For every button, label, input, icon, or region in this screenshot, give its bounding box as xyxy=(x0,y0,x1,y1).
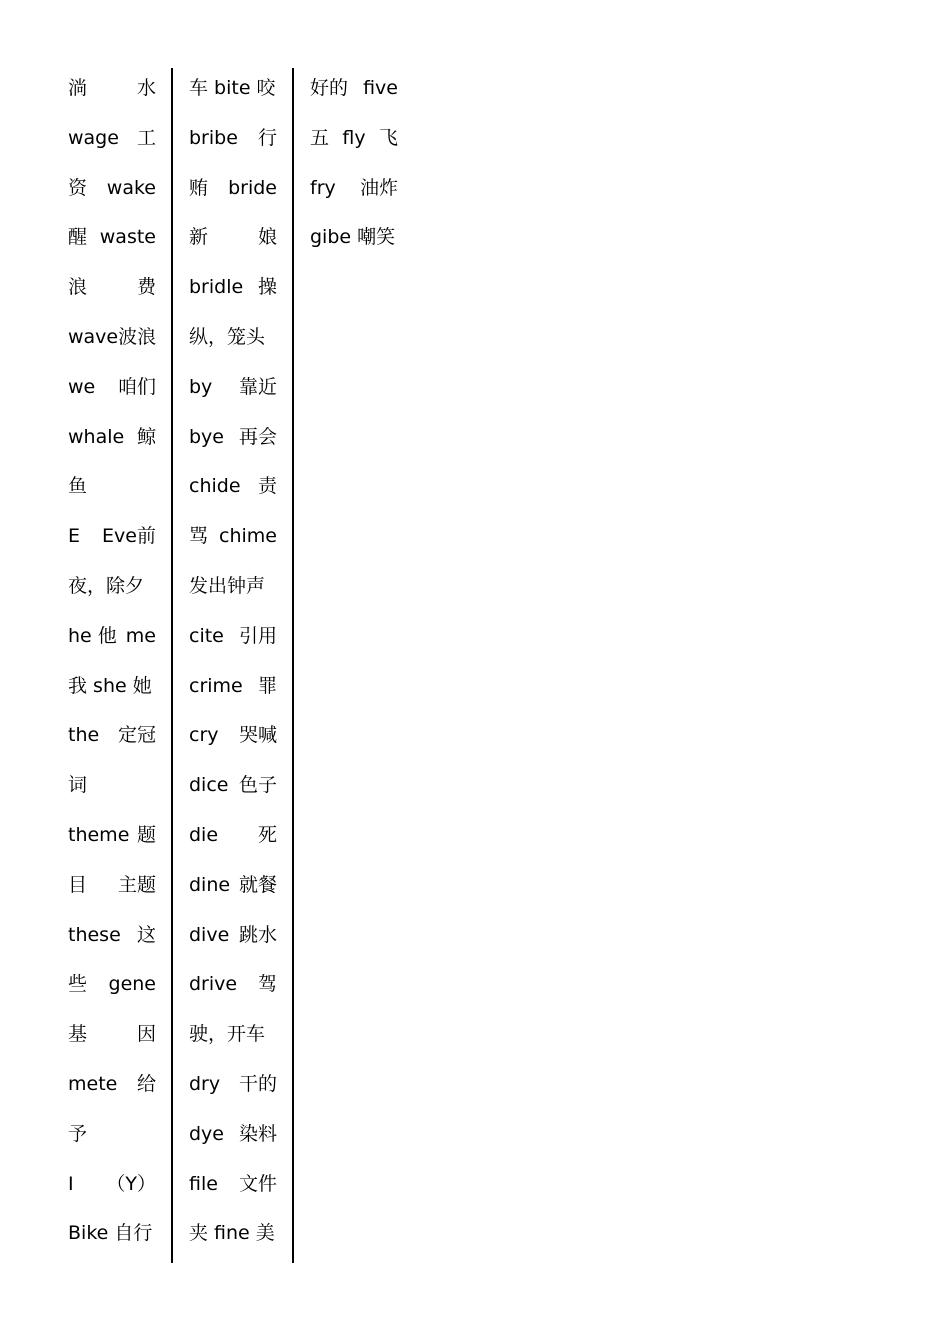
text-fragment: 水 xyxy=(136,77,156,99)
text-line xyxy=(68,1062,156,1112)
text-line xyxy=(68,1162,156,1212)
text-fragment: wage xyxy=(68,126,119,149)
text-fragment: wake xyxy=(106,176,156,199)
text-fragment: we xyxy=(68,375,96,398)
text-fragment: 予 xyxy=(68,1122,88,1145)
text-fragment: mete xyxy=(68,1072,118,1095)
text-fragment: cry xyxy=(189,724,219,747)
text-line xyxy=(189,315,277,365)
text-line xyxy=(189,863,277,913)
text-line xyxy=(189,1162,277,1212)
text-line xyxy=(310,166,398,216)
text-line xyxy=(189,166,277,216)
text-fragment: 发出钟声 xyxy=(189,574,266,597)
text-fragment: drive xyxy=(189,973,238,996)
text-fragment: 罪 xyxy=(257,674,277,697)
text-line xyxy=(189,116,277,166)
text-fragment: these xyxy=(68,923,121,946)
text-fragment: wave波浪 xyxy=(68,325,157,348)
text-fragment: fly xyxy=(342,126,366,149)
text-line xyxy=(68,962,156,1012)
text-fragment: 好的 xyxy=(310,77,349,99)
text-line xyxy=(189,664,277,714)
column-divider-1 xyxy=(171,68,173,1263)
text-fragment: 因 xyxy=(136,1023,156,1046)
text-line xyxy=(68,564,156,614)
text-line xyxy=(68,664,156,714)
text-fragment: 责 xyxy=(257,475,277,498)
text-fragment: 文件 xyxy=(238,1172,277,1195)
text-line xyxy=(189,564,277,614)
text-fragment: E xyxy=(68,525,81,548)
text-fragment: 这 xyxy=(136,923,156,946)
text-fragment: dry xyxy=(189,1072,221,1095)
text-line xyxy=(189,215,277,265)
text-fragment: 死 xyxy=(257,823,277,846)
text-fragment: the xyxy=(68,724,100,747)
text-line xyxy=(189,1112,277,1162)
text-fragment: （Y） xyxy=(106,1172,156,1195)
text-fragment: 新 xyxy=(189,226,209,249)
text-line xyxy=(68,1112,156,1162)
text-line xyxy=(68,1012,156,1062)
text-line xyxy=(68,265,156,315)
text-fragment: waste xyxy=(99,226,156,249)
text-fragment: Bike 自行 xyxy=(68,1222,153,1245)
text-fragment: five xyxy=(363,77,398,99)
text-line xyxy=(189,514,277,564)
text-fragment: dice xyxy=(189,774,229,797)
text-fragment: dive xyxy=(189,923,230,946)
text-fragment: 费 xyxy=(136,276,156,299)
text-fragment: 词 xyxy=(68,774,88,797)
text-fragment: cite xyxy=(189,624,224,647)
text-fragment: 色子 xyxy=(238,774,277,797)
column-divider-2 xyxy=(292,68,294,1263)
text-fragment: 工 xyxy=(136,126,156,149)
text-fragment: bribe xyxy=(189,126,238,149)
text-fragment: crime xyxy=(189,674,243,697)
text-line xyxy=(189,1211,277,1261)
text-fragment: he 他 xyxy=(68,624,117,647)
text-line xyxy=(189,713,277,763)
text-fragment: 干的 xyxy=(238,1072,277,1095)
text-fragment: 油炸 xyxy=(359,176,398,199)
text-fragment: theme xyxy=(68,823,130,846)
text-fragment: gene xyxy=(108,973,156,996)
text-line xyxy=(189,1062,277,1112)
text-line xyxy=(68,415,156,465)
text-fragment: 驾 xyxy=(257,973,277,996)
text-line xyxy=(189,265,277,315)
text-fragment: 贿 xyxy=(189,176,209,199)
text-fragment: dine xyxy=(189,873,231,896)
text-line xyxy=(68,215,156,265)
text-fragment: fry xyxy=(310,176,336,199)
text-line xyxy=(68,1211,156,1261)
column-2 xyxy=(189,66,277,1261)
text-fragment: 鲸 xyxy=(136,425,156,448)
text-line xyxy=(189,415,277,465)
text-fragment: bride xyxy=(228,176,277,199)
text-fragment: 定冠 xyxy=(117,724,156,747)
text-line xyxy=(68,66,156,116)
text-line xyxy=(189,66,277,116)
text-line xyxy=(189,813,277,863)
text-line xyxy=(68,713,156,763)
text-line xyxy=(68,614,156,664)
text-line xyxy=(68,863,156,913)
text-fragment: dye xyxy=(189,1122,224,1145)
text-fragment: chide xyxy=(189,475,241,498)
text-fragment: 车 bite 咬 xyxy=(189,77,276,99)
text-fragment: 哭喊 xyxy=(238,724,277,747)
text-line xyxy=(68,763,156,813)
text-fragment: 再会 xyxy=(238,425,277,448)
text-fragment: I xyxy=(68,1172,74,1195)
text-fragment: chime xyxy=(219,525,277,548)
text-fragment: gibe 嘲笑 xyxy=(310,226,396,249)
text-fragment: 醒 xyxy=(68,226,88,249)
text-fragment: by xyxy=(189,375,213,398)
text-fragment: 飞 xyxy=(378,126,398,149)
text-fragment: 目 xyxy=(68,873,88,896)
text-line xyxy=(189,365,277,415)
text-line xyxy=(310,215,398,265)
text-fragment: 就餐 xyxy=(238,873,277,896)
text-fragment: 资 xyxy=(68,176,88,199)
text-fragment: 淌 xyxy=(68,77,88,99)
text-fragment: 骂 xyxy=(189,525,209,548)
text-line xyxy=(189,614,277,664)
text-fragment: 基 xyxy=(68,1023,88,1046)
text-fragment: 主题 xyxy=(117,873,156,896)
text-fragment: me xyxy=(125,624,156,647)
text-fragment: 夹 fine 美 xyxy=(189,1222,275,1245)
text-line xyxy=(310,116,398,166)
column-3 xyxy=(310,66,398,265)
text-fragment: Eve前 xyxy=(102,525,156,548)
text-line xyxy=(189,763,277,813)
text-line xyxy=(68,514,156,564)
column-1 xyxy=(68,66,156,1261)
text-line xyxy=(189,913,277,963)
text-line xyxy=(68,365,156,415)
text-line xyxy=(68,813,156,863)
text-fragment: 行 xyxy=(257,126,277,149)
text-fragment: 夜，除夕 xyxy=(68,574,145,597)
text-fragment: die xyxy=(189,823,219,846)
text-line xyxy=(189,962,277,1012)
text-fragment: 跳水 xyxy=(238,923,277,946)
text-line xyxy=(189,1012,277,1062)
text-fragment: 给 xyxy=(136,1072,156,1095)
text-fragment: 五 xyxy=(310,126,330,149)
text-line xyxy=(68,913,156,963)
text-fragment: 操 xyxy=(257,276,277,299)
text-fragment: 些 xyxy=(68,973,88,996)
text-line xyxy=(68,166,156,216)
text-fragment: 浪 xyxy=(68,276,88,299)
text-fragment: 引用 xyxy=(238,624,277,647)
text-fragment: file xyxy=(189,1172,218,1195)
text-fragment: 娘 xyxy=(257,226,277,249)
text-fragment: bye xyxy=(189,425,224,448)
text-fragment: 我 she 她 xyxy=(68,674,152,697)
text-line xyxy=(68,116,156,166)
text-fragment: 染料 xyxy=(238,1122,277,1145)
text-fragment: whale xyxy=(68,425,125,448)
text-fragment: 纵，笼头 xyxy=(189,325,266,348)
text-fragment: 鱼 xyxy=(68,475,88,498)
text-fragment: bridle xyxy=(189,276,244,299)
text-fragment: 靠近 xyxy=(238,375,277,398)
text-fragment: 题 xyxy=(136,823,156,846)
text-line xyxy=(68,315,156,365)
text-fragment: 驶，开车 xyxy=(189,1023,266,1046)
text-line xyxy=(68,464,156,514)
text-fragment: 咱们 xyxy=(117,375,156,398)
text-line xyxy=(189,464,277,514)
text-line xyxy=(310,66,398,116)
